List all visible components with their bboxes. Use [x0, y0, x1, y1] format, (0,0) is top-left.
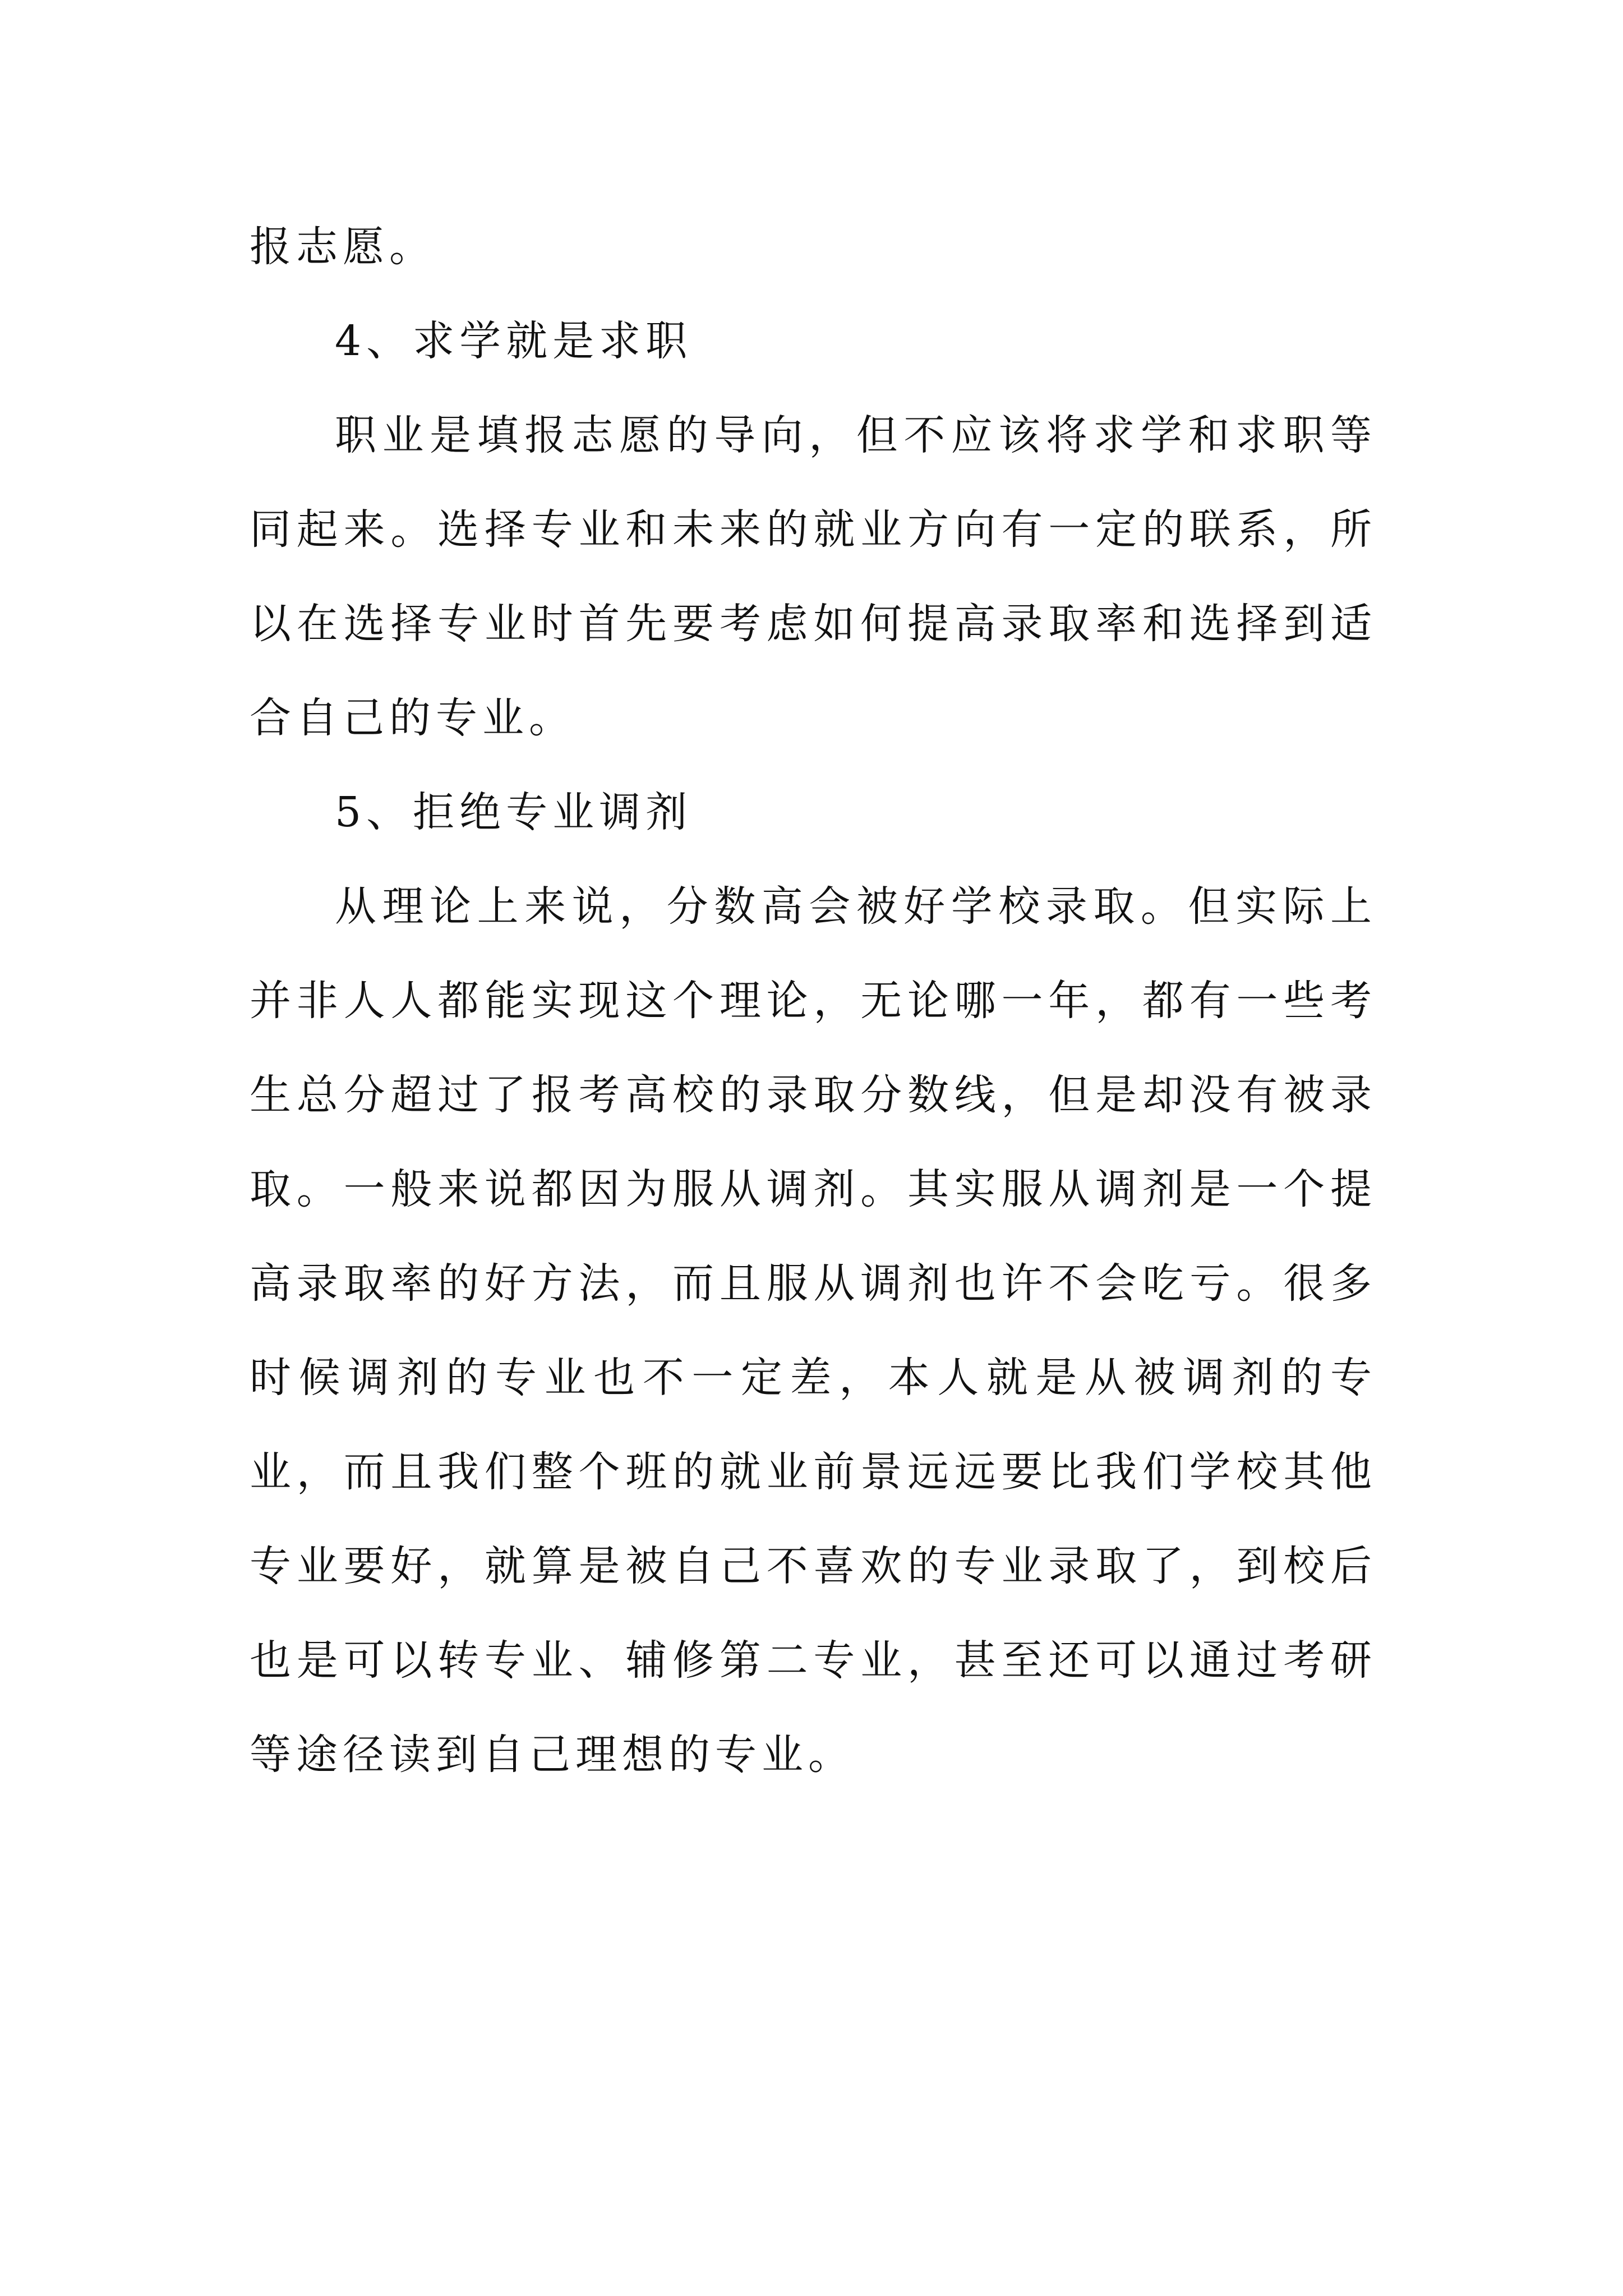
paragraph-major-adjustment: 从理论上来说，分数高会被好学校录取。但实际上并非人人都能实现这个理论，无论哪一年，都有一些考生总分超过了报考高校的录取分数线，但是却没有被录取。一般来说都因为服从调剂。其实服从调剂是一个提高录取率的好方法，而且服从调剂也许不会吃亏。很多时候调剂的专业也不一定差，本人就是从被调剂的专业，而且我们整个班的就业前景远远要比我们学校其他专业要好，就算是被自己不喜欢的专业录取了，到校后也是可以转专业、辅修第二专业，甚至还可以通过考研等途径读到自己理想的专业。	[250, 882, 1377, 1779]
document-body	[250, 200, 1377, 1802]
section-heading-4: 4、求学就是求职	[335, 317, 693, 365]
paragraph-continuation: 报志愿。	[250, 223, 436, 271]
section-heading-5: 5、拒绝专业调剂	[335, 788, 693, 836]
paragraph-career-orientation: 职业是填报志愿的导向，但不应该将求学和求职等同起来。选择专业和未来的就业方向有一定的联系，所以在选择专业时首先要考虑如何提高录取率和选择到适合自己的专业。	[250, 411, 1377, 742]
